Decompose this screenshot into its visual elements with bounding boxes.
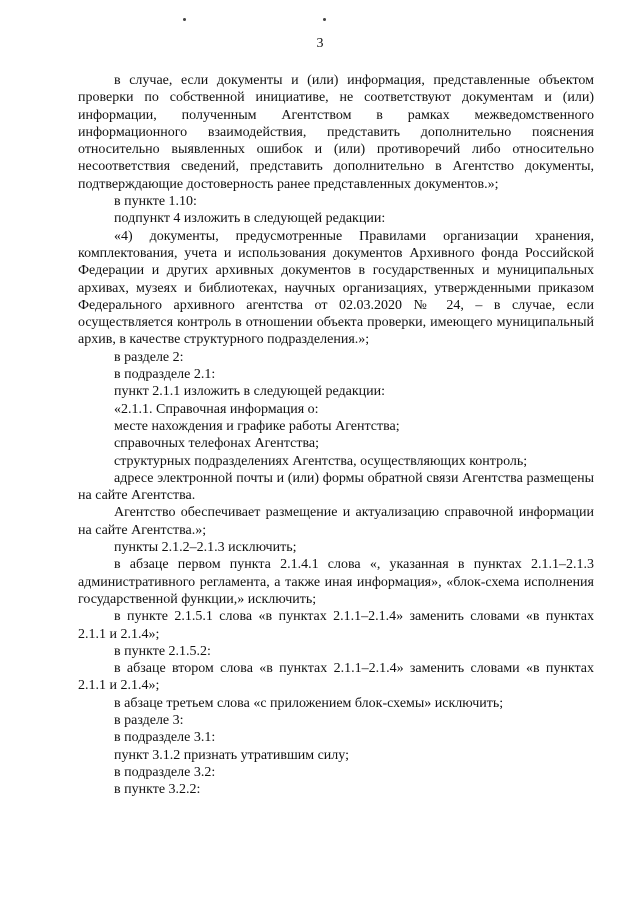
paragraph: в пункте 3.2.2:: [114, 782, 201, 798]
paragraph: «2.1.1. Справочная информация о:: [114, 401, 319, 417]
paragraph: в пункте 1.10:: [114, 194, 197, 210]
paragraph: «4) документы, предусмотренные Правилами организации хранения, комплектования, учета и использования документов Архивного фонда Российской Федерации и других архивных документов в государственных и муниципальных архивах, музеях и библиотеках, научных организациях, утвержденными приказом Федерального архивного агентства от 02.03.2020 № 24, – в случае, если осуществляется контроль в отношении объекта проверки, имеющего муниципальный архив, в качестве структурного подразделения.»;: [78, 228, 594, 348]
scan-speck: [323, 18, 326, 21]
page-number: 3: [316, 36, 324, 51]
paragraph: в подразделе 3.2:: [114, 764, 216, 780]
paragraph: в случае, если документы и (или) информация, представленные объектом проверки по собственной инициативе, не соответствуют документам и (или) информации, полученным Агентством в рамках межведомственного информационного взаимодействия, представить дополнительно пояснения относительно выявленных ошибок и (или) противоречий либо относительно несоответствия сведений, представить дополнительно в Агентство документы, подтверждающие достоверность ранее представленных документов.»;: [78, 73, 594, 192]
paragraph: в абзаце третьем слова «с приложением блок-схемы» исключить;: [114, 695, 504, 711]
paragraph: в абзаце первом пункта 2.1.4.1 слова «, указанная в пунктах 2.1.1–2.1.3 административного регламента, а также иная информация», «блок-схема исполнения государственной функции,» исключить;: [78, 557, 594, 607]
paragraph: адресе электронной почты и (или) формы обратной связи Агентства размещены на сайте Агентства.: [78, 470, 594, 504]
paragraph: месте нахождения и графике работы Агентства;: [114, 418, 400, 434]
paragraph: в разделе 3:: [114, 712, 184, 728]
paragraph: в разделе 2:: [114, 349, 184, 365]
paragraph: пункты 2.1.2–2.1.3 исключить;: [114, 540, 297, 556]
paragraph: структурных подразделениях Агентства, осуществляющих контроль;: [114, 453, 528, 469]
paragraph: подпункт 4 изложить в следующей редакции:: [114, 211, 386, 227]
paragraph: в пункте 2.1.5.2:: [114, 643, 211, 659]
paragraph: справочных телефонах Агентства;: [114, 436, 320, 452]
scan-speck: [183, 18, 186, 21]
paragraph: пункт 3.1.2 признать утратившим силу;: [114, 747, 349, 763]
document-body: [78, 72, 594, 798]
paragraph: в абзаце втором слова «в пунктах 2.1.1–2.1.4» заменить словами «в пунктах 2.1.1 и 2.1.4»;: [78, 661, 594, 694]
paragraph: в подразделе 3.1:: [114, 730, 216, 746]
paragraph: в подразделе 2.1:: [114, 367, 216, 383]
paragraph: Агентство обеспечивает размещение и актуализацию справочной информации на сайте Агентства.»;: [78, 505, 594, 538]
paragraph: в пункте 2.1.5.1 слова «в пунктах 2.1.1–2.1.4» заменить словами «в пунктах 2.1.1 и 2.1.4»;: [78, 609, 594, 642]
paragraph: пункт 2.1.1 изложить в следующей редакции:: [114, 384, 385, 400]
